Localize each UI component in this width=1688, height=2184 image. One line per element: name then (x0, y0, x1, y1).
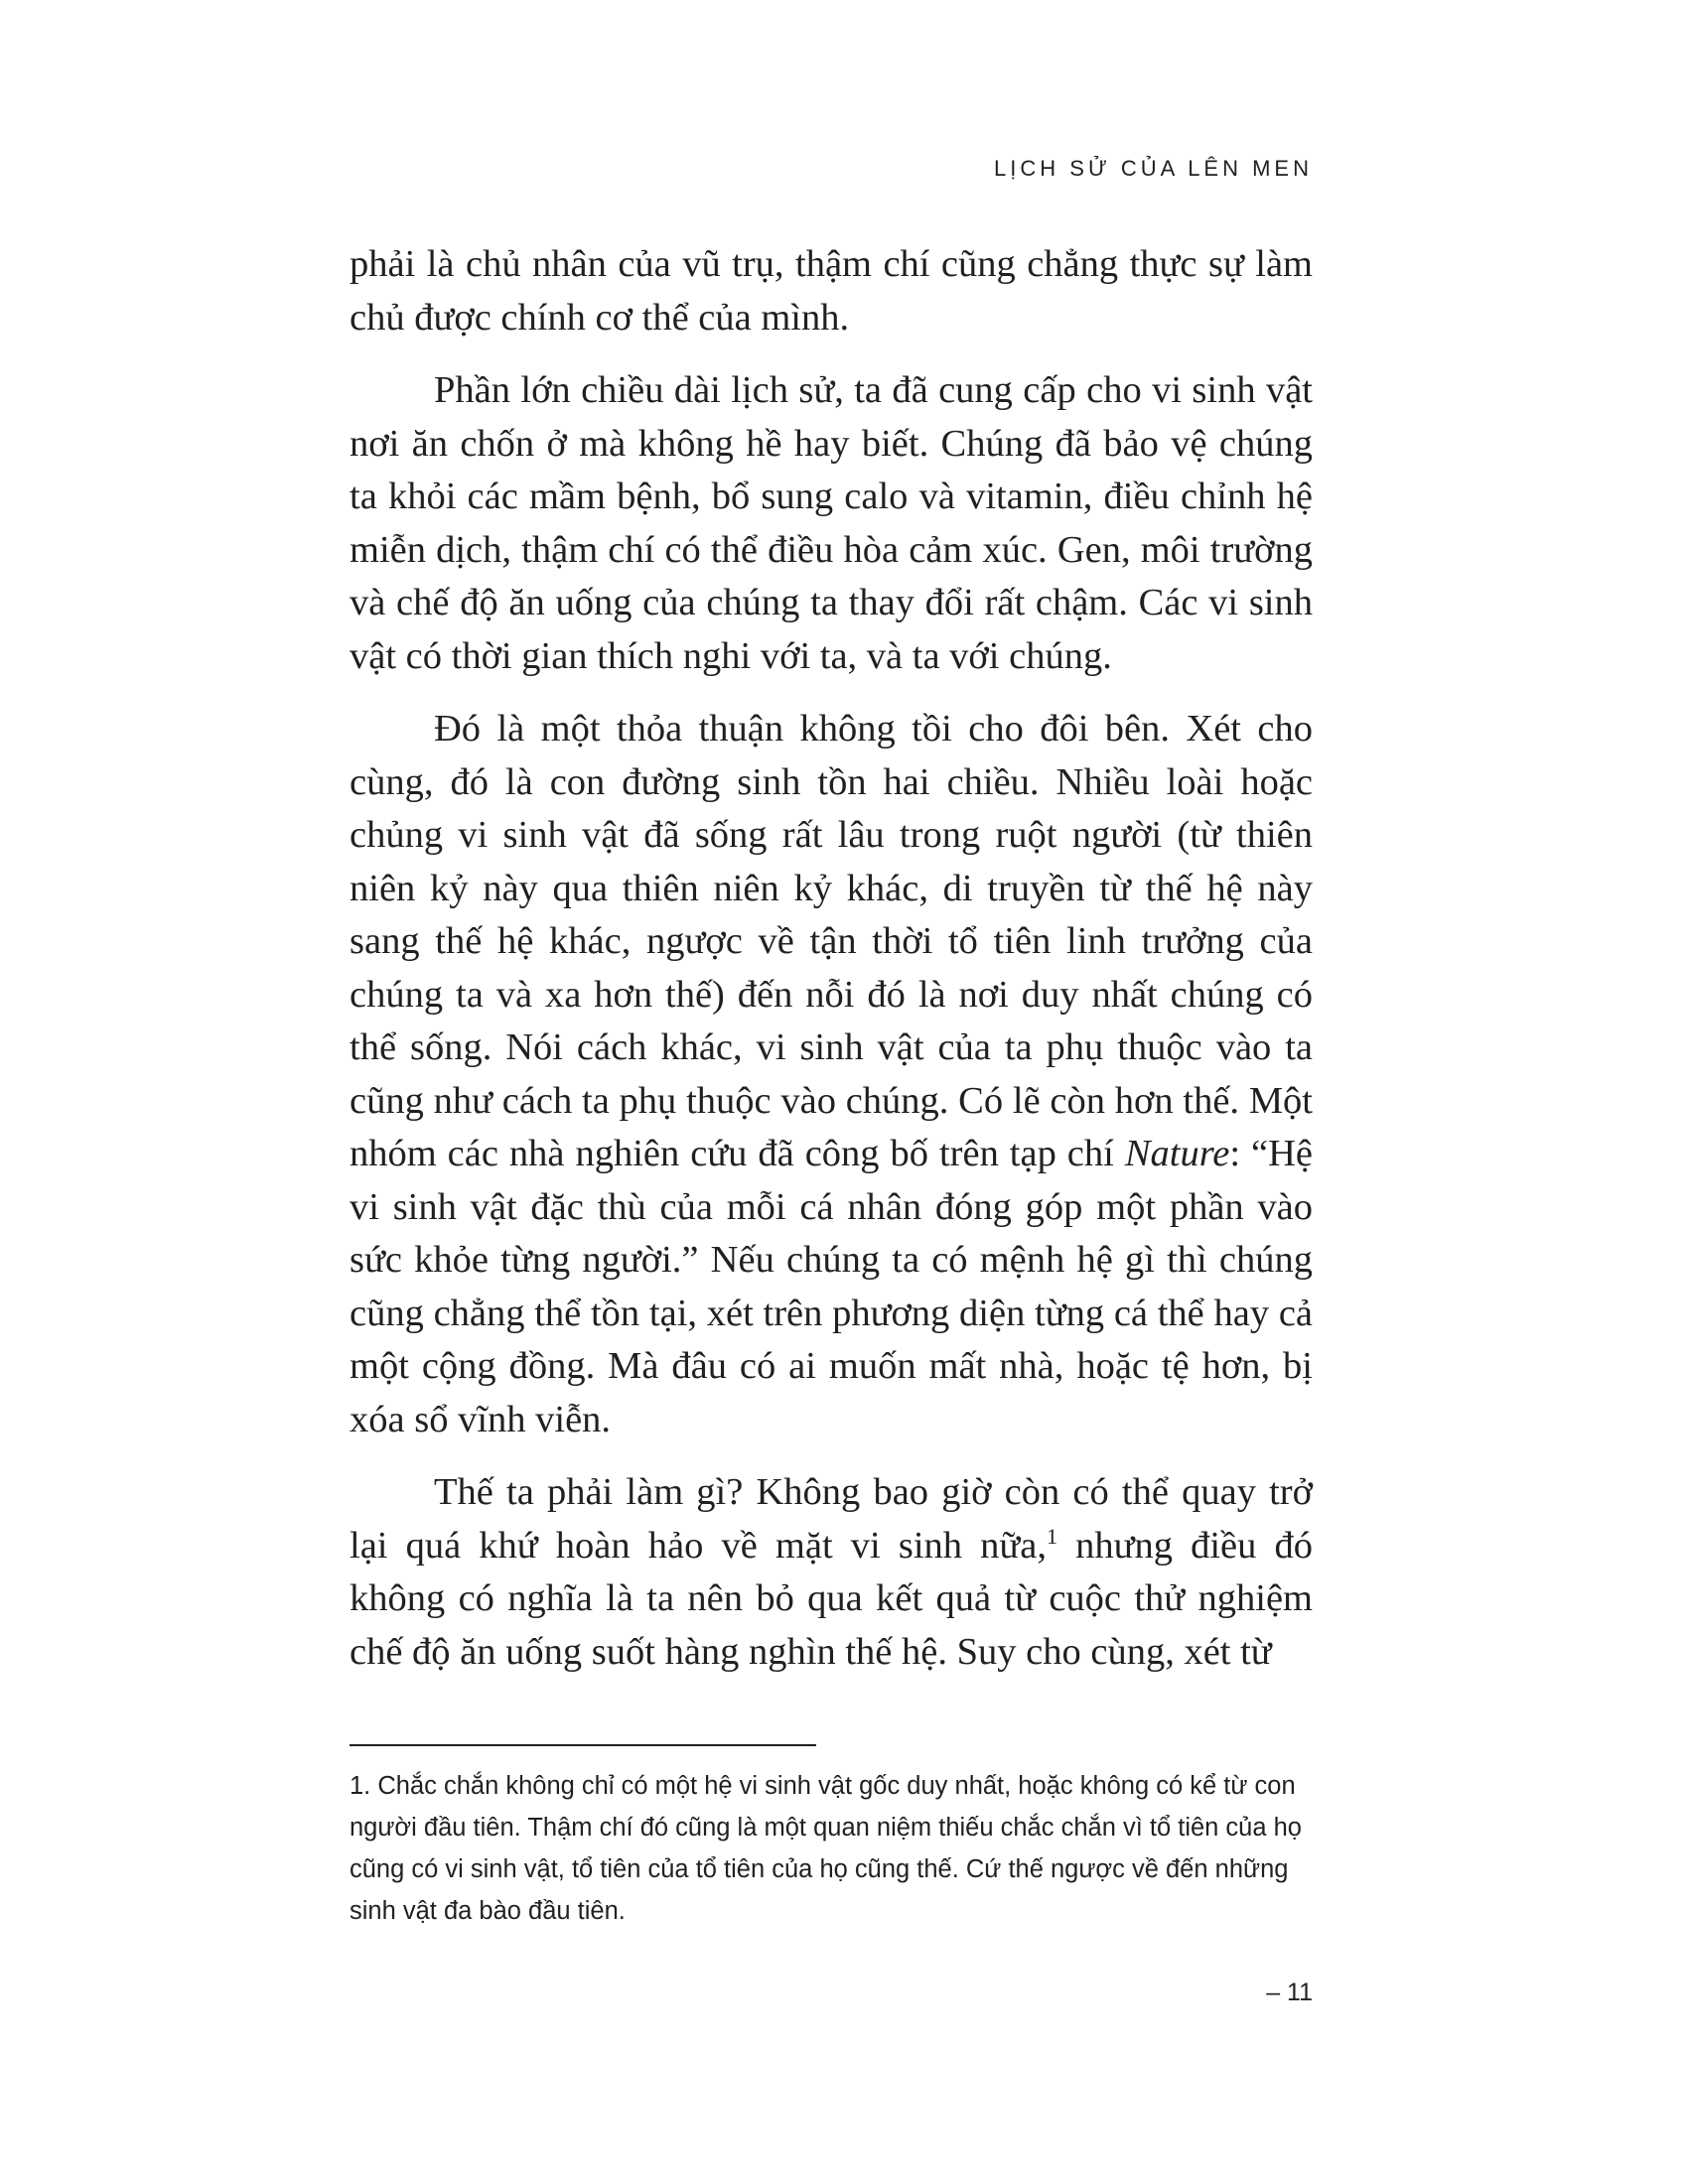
footnote-reference[interactable]: 1 (1046, 1523, 1057, 1549)
footnote-1: 1. Chắc chắn không chỉ có một hệ vi sinh vật gốc duy nhất, hoặc không có kể từ con người đầu tiên. Thậm chí đó cũng là một quan niệm thiếu chắc chắn vì tổ tiên của họ cũng có vi sinh vật, tổ tiên của tổ tiên của họ cũng thế. Cứ thế ngược về đến những sinh vật đa bào đầu tiên. (350, 1772, 1302, 1925)
paragraph-4-text-a: Thế ta phải làm gì? Không bao giờ còn có thể quay trở lại quá khứ hoàn hảo về mặt vi sinh nữa, (350, 1471, 1313, 1567)
paragraph-4-text-b: nhưng điều đó không có nghĩa là ta nên bỏ qua kết quả từ cuộc thử nghiệm chế độ ăn uống suốt hàng nghìn thế hệ. Suy cho cùng, xét từ (350, 1524, 1313, 1673)
journal-title-italic: Nature (1124, 1133, 1230, 1174)
paragraph-3 (350, 703, 1313, 1446)
paragraph-1: phải là chủ nhân của vũ trụ, thậm chí cũng chẳng thực sự làm chủ được chính cơ thể của mình. (350, 243, 1313, 339)
paragraph-3-text-a: Đó là một thỏa thuận không tồi cho đôi bên. Xét cho cùng, đó là con đường sinh tồn hai chiều. Nhiều loài hoặc chủng vi sinh vật đã sống rất lâu trong ruột người (từ thiên niên kỷ này qua thiên niên kỷ khác, di truyền từ thế hệ này sang thế hệ khác, ngược về tận thời tổ tiên linh trưởng của chúng ta và xa hơn thế) đến nỗi đó là nơi duy nhất chúng có thể sống. Nói cách khác, vi sinh vật của ta phụ thuộc vào ta cũng như cách ta phụ thuộc vào chúng. Có lẽ còn hơn thế. Một nhóm các nhà nghiên cứu đã công bố trên tạp chí (350, 708, 1313, 1174)
footnote-divider (350, 1744, 816, 1746)
page-number: – 11 (1266, 1979, 1313, 2006)
paragraph-4 (350, 1466, 1313, 1679)
paragraph-2: Phần lớn chiều dài lịch sử, ta đã cung cấp cho vi sinh vật nơi ăn chốn ở mà không hề hay biết. Chúng đã bảo vệ chúng ta khỏi các mầm bệnh, bổ sung calo và vitamin, điều chỉnh hệ miễn dịch, thậm chí có thể điều hòa cảm xúc. Gen, môi trường và chế độ ăn uống của chúng ta thay đổi rất chậm. Các vi sinh vật có thời gian thích nghi với ta, và ta với chúng. (350, 369, 1313, 677)
running-head-title: LỊCH SỬ CỦA LÊN MEN (994, 156, 1313, 181)
paragraph-3-text-b: : “Hệ vi sinh vật đặc thù của mỗi cá nhân đóng góp một phần vào sức khỏe từng người.” Nếu chúng ta có mệnh hệ gì thì chúng cũng chẳng thể tồn tại, xét trên phương diện từng cá thể hay cả một cộng đồng. Mà đâu có ai muốn mất nhà, hoặc tệ hơn, bị xóa sổ vĩnh viễn. (350, 1133, 1313, 1440)
body-text (350, 238, 1313, 1699)
